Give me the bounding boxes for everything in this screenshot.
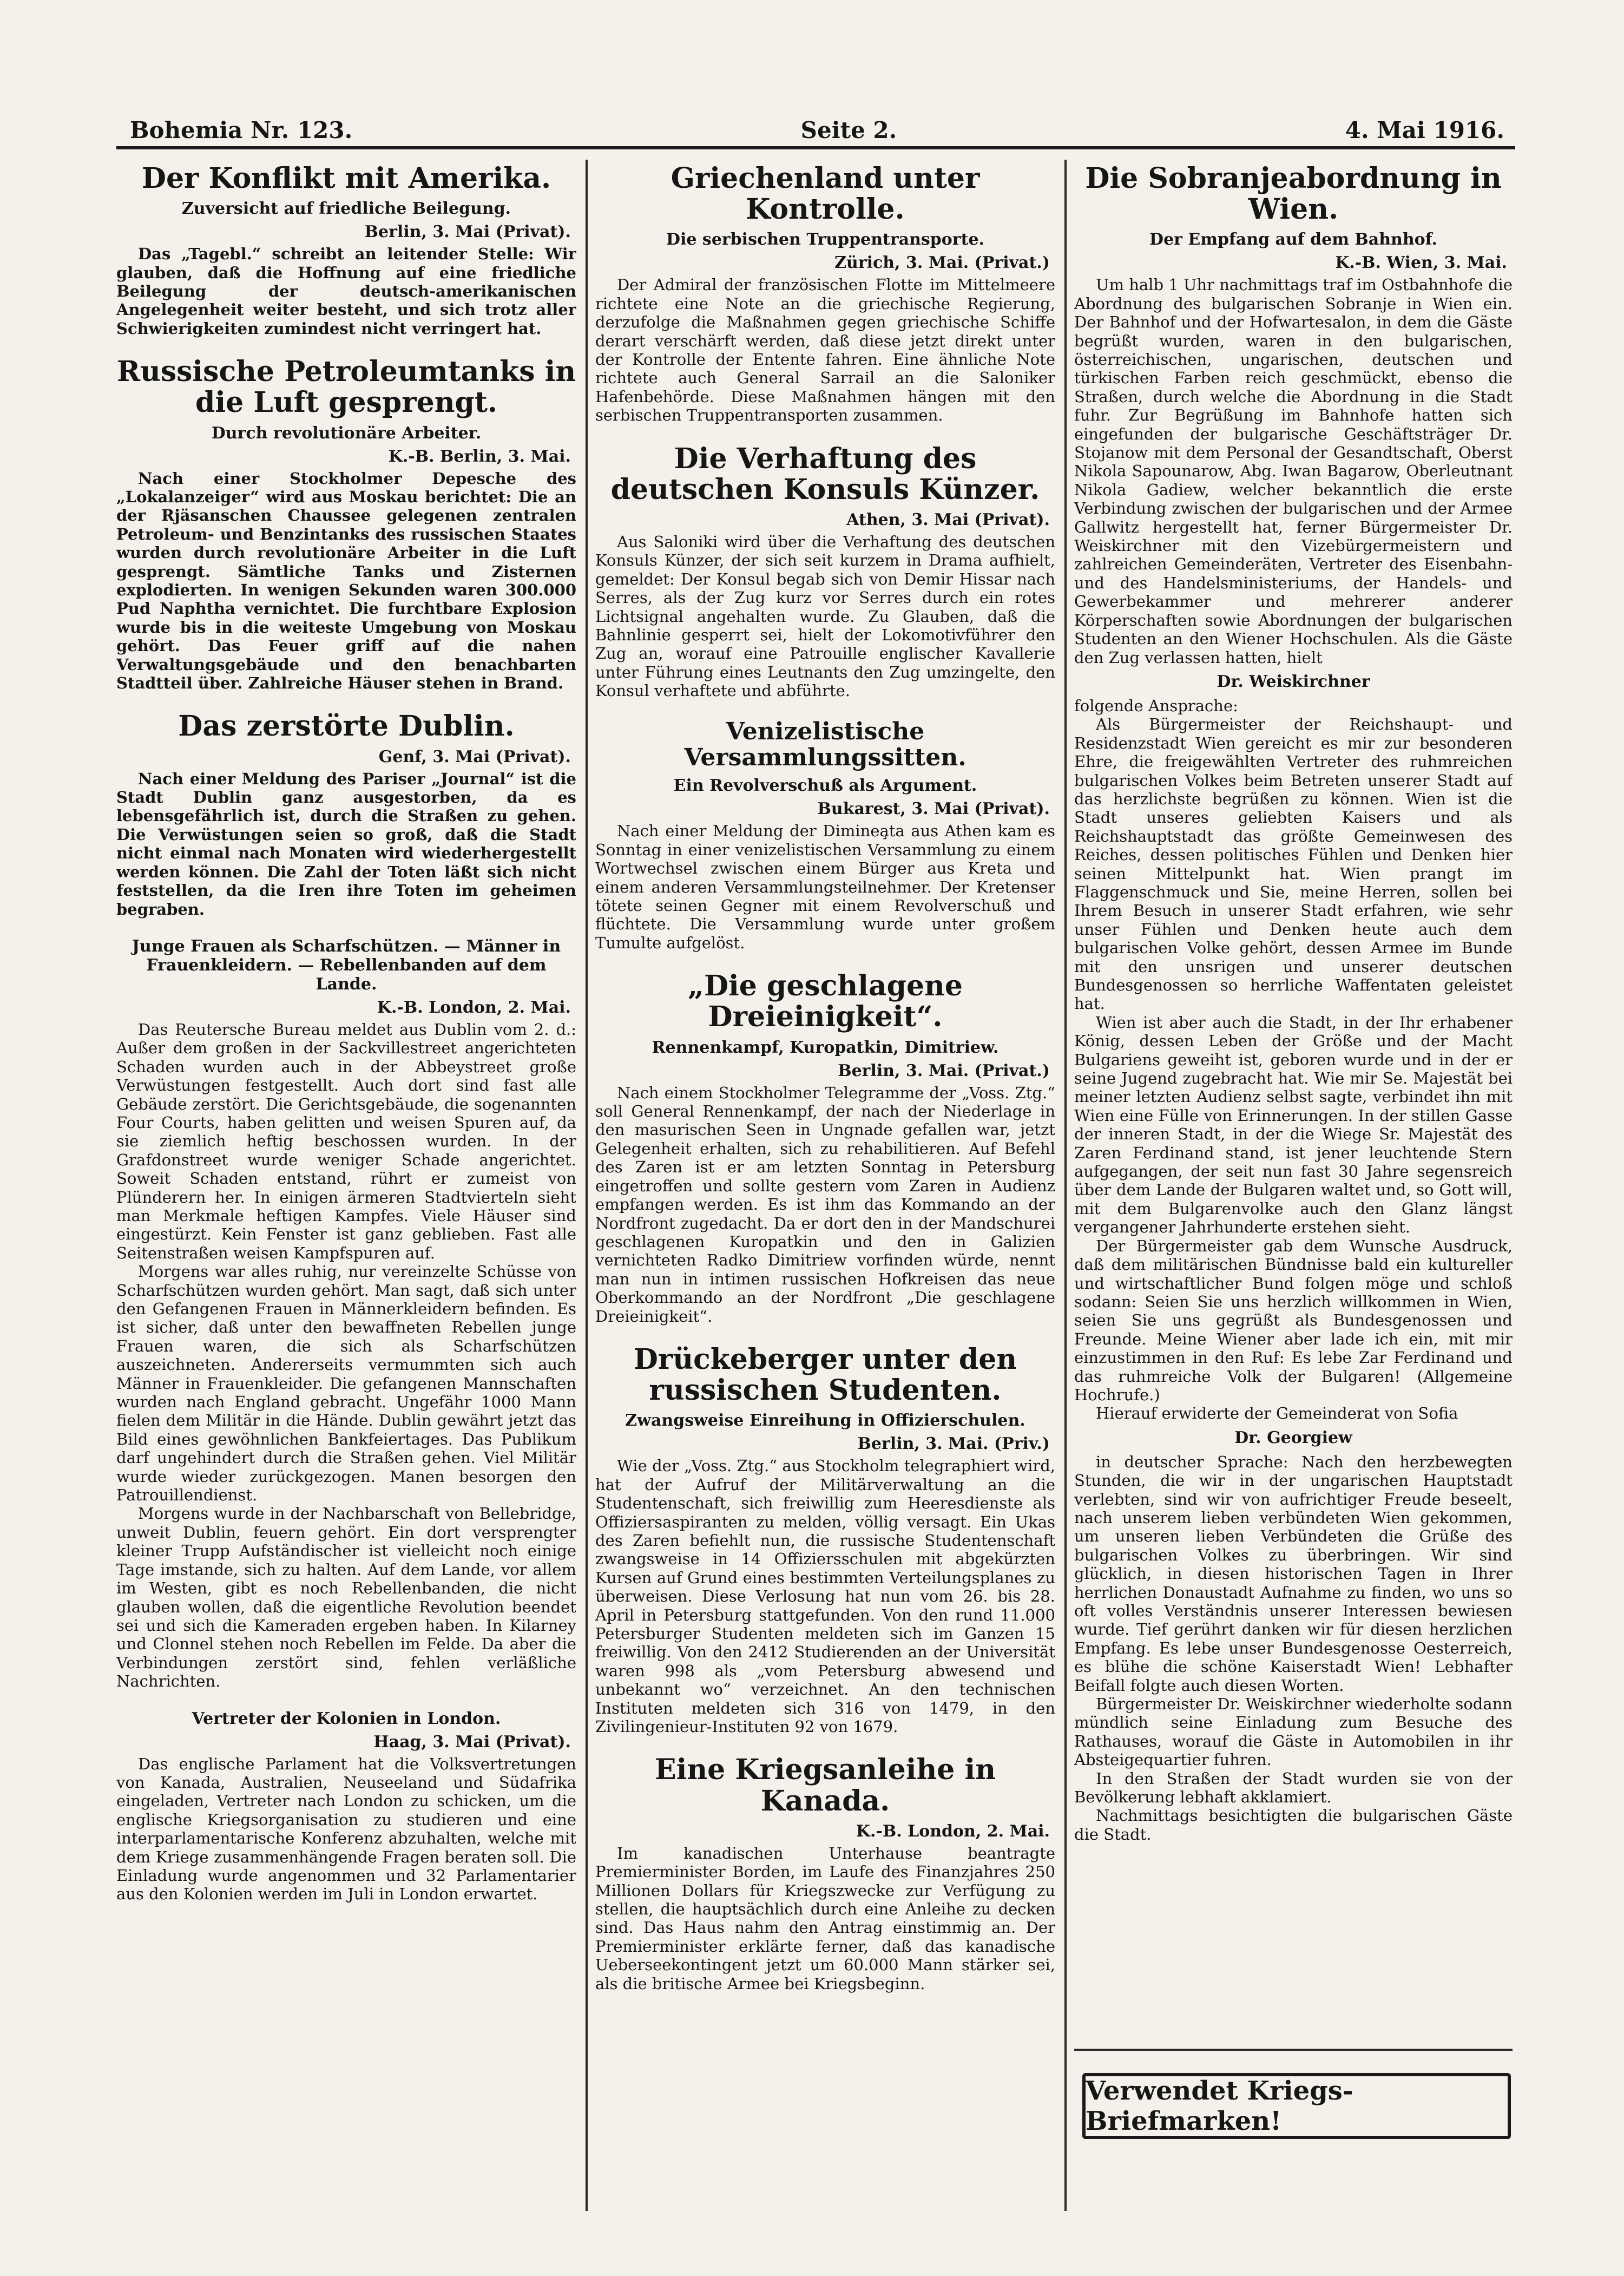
- article-venizelisten: [595, 719, 1055, 953]
- dateline: K.-B. Wien, 3. Mai.: [1335, 253, 1507, 273]
- speech-paragraph: Nachmittags besichtigten die bulgarischen Gäste die Stadt.: [1074, 1806, 1513, 1844]
- headline: Venizelistische Versammlungssitten.: [684, 717, 966, 772]
- headline: Der Konflikt mit Amerika.: [141, 162, 551, 195]
- article-body: Nach einer Stockholmer Depesche des „Lokalanzeiger“ wird aus Moskau berichtet: Die an der Rjäsanschen Chaussee gelegenen zentralen Petroleum- und Benzintanks des russischen Staates wurden durch revolutionäre Arbeiter in die Luft gesprengt. Sämtliche Tanks und Zisternen explodierten. In wenigen Sekunden waren 300.000 Pud Naphtha vernichtet. Die furchtbare Explosion wurde bis in die weiteste Umgebung von Moskau gehört. Das Feuer griff auf die nahen Verwaltungsgebäude und den benachbarten Stadtteil über. Zahlreiche Häuser stehen in Brand.: [116, 469, 576, 693]
- masthead: [130, 108, 1504, 152]
- article-dublin: [116, 711, 576, 918]
- subhead: Zuversicht auf friedliche Beilegung.: [181, 199, 511, 219]
- dateline: Haag, 3. Mai (Privat).: [373, 1732, 571, 1752]
- article-body: Nach einem Stockholmer Telegramme der „Voss. Ztg.“ soll General Rennenkampf, der nach der Niederlage in den masurischen Seen in Ungnade gefallen war, jetzt Gelegenheit erhalten, sich zu rehabilitieren. Auf Befehl des Zaren ist er am letzten Sonntag in Petersburg eingetroffen und sollte gestern vom Zaren in Audienz empfangen werden. Es ist ihm das Kommando an der Nordfront zugedacht. Da er dort den in der Mandschurei geschlagenen Kuropatkin und den in Galizien vernichteten Radko Dimitriew vorfinden würde, nennt man nun in intimen russischen Hofkreisen das neue Oberkommando an der Nordfront „Die geschlagene Dreieinigkeit“.: [595, 1083, 1055, 1326]
- article-body: Nach einer Meldung des Pariser „Journal“ ist die Stadt Dublin ganz ausgestorben, da es lebensgefährlich ist, durch die Straßen zu gehen. Die Verwüstungen seien so groß, daß die Stadt nicht einmal nach Monaten wird wiederhergestellt werden können. Die Zahl der Toten läßt sich nicht feststellen, da die Iren ihre Toten im geheimen begraben.: [116, 769, 576, 919]
- dateline: Athen, 3. Mai (Privat).: [846, 510, 1050, 529]
- dateline: Genf, 3. Mai (Privat).: [378, 747, 571, 766]
- speech-paragraph: In den Straßen der Stadt wurden sie von der Bevölkerung lebhaft akklamiert.: [1074, 1769, 1513, 1807]
- masthead-rule: [116, 146, 1515, 149]
- dateline: Bukarest, 3. Mai (Privat).: [817, 799, 1050, 819]
- article-verhaftung-konsul: [595, 443, 1055, 700]
- subhead: Die serbischen Truppentransporte.: [666, 230, 984, 250]
- column-2: [595, 160, 1055, 2211]
- article-body: Im kanadischen Unterhause beantragte Premierminister Borden, im Laufe des Finanzjahres 250 Millionen Dollars für Kriegszwecke zur Verfügung zu stellen, die hauptsächlich durch eine Anleihe zu decken sind. Das Haus nahm den Antrag einstimmig an. Der Premierminister erklärte ferner, daß das kanadische Ueberseekontingent jetzt um 60.000 Mann stärker sei, als die britische Armee bei Kriegsbeginn.: [595, 1844, 1055, 1993]
- speaker-name: Dr. Weiskirchner: [1217, 672, 1370, 691]
- column-1: [116, 160, 576, 2211]
- article-body: Der Admiral der französischen Flotte im Mittelmeere richtete eine Note an die griechische Regierung, derzufolge die Maßnahmen gegen griechische Schiffe derart verschärft werden, daß diese jetzt direkt unter der Kontrolle der Entente fahren. Eine ähnliche Note richtete auch General Sarrail an die Saloniker Hafenbehörde. Diese Maßnahmen hängen mit den serbischen Truppentransporten zusammen.: [595, 276, 1055, 425]
- speech-paragraph: Bürgermeister Dr. Weiskirchner wiederholte sodann mündlich seine Einladung zum Besuche des Rathauses, worauf die Gäste in Automobilen in ihr Absteigequartier fuhren.: [1074, 1695, 1513, 1769]
- article-body: Aus Saloniki wird über die Verhaftung des deutschen Konsuls Künzer, der sich seit kurzem in Drama aufhielt, gemeldet: Der Konsul begab sich von Demir Hissar nach Serres, als der Zug kurz vor Serres durch ein rotes Lichtsignal angehalten wurde. Zu Glauben, daß die Bahnlinie gesperrt sei, hielt der Lokomotivführer den Zug an, worauf eine Patrouille englischer Kavallerie unter Führung eines Leutnants den Zug umzingelte, den Konsul verhaftete und abführte.: [595, 533, 1055, 700]
- subhead: Junge Frauen als Scharfschützen. — Männer in Frauenkleidern. — Rebellenbanden auf dem Lande.: [132, 936, 561, 994]
- article-body: Nach einer Meldung der Diminea̧ta aus Athen kam es Sonntag in einer venizelistischen Versammlung zu einem Wortwechsel zwischen einem Bürger aus Kreta und einem anderen Versammlungsteilnehmer. Der Kretenser tötete seinen Gegner mit einem Revolverschuß und flüchtete. Die Versammlung wurde unter großem Tumulte aufgelöst.: [595, 822, 1055, 952]
- subhead: Ein Revolverschuß als Argument.: [673, 776, 977, 796]
- speaker-name: Dr. Georgiew: [1234, 1428, 1352, 1447]
- dateline: Berlin, 3. Mai (Privat).: [364, 222, 571, 242]
- article-petroleumtanks: [116, 356, 576, 692]
- headline: „Die geschlagene Dreieinigkeit“.: [688, 969, 963, 1034]
- article-kolonien: [116, 1709, 576, 1904]
- headline: Das zerstörte Dublin.: [178, 710, 515, 743]
- article-body: Morgens war alles ruhig, nur vereinzelte Schüsse von Scharfschützen wurden gehört. Man sagt, daß sich unter den Gefangenen Frauen in Männerkleidern befinden. Es ist sicher, daß unter den bewaffneten Rebellen junge Frauen waren, die sich als Scharfschützen auszeichneten. Andererseits vermummten sich auch Männer in Frauenkleider. Die gefangenen Mannschaften wurden nach England gebracht. Ungefähr 1000 Mann fielen dem Militär in die Hände. Dublin gewährt jetzt das Bild eines gewöhnlichen Bankfeiertages. Das Publikum darf ungehindert durch die Straßen gehen. Viel Militär wurde wieder zurückgezogen. Manen besorgen den Patrouillendienst.: [116, 1262, 576, 1505]
- headline: Eine Kriegsanleihe in Kanada.: [654, 1753, 996, 1818]
- article-body: Um halb 1 Uhr nachmittags traf im Ostbahnhofe die Abordnung des bulgarischen Sobranje in Wien ein. Der Bahnhof und der Hofwartesalon, in dem die Gäste begrüßt wurden, waren in den bulgarischen, österreichischen, ungarischen, deutschen und türkischen Farben reich geschmückt, ebenso die Straßen, durch welche die Abordnung in die Stadt fuhr. Zur Begrüßung im Bahnhofe hatten sich eingefunden der bulgarische Geschäftsträger Dr. Stojanow mit dem Personal der Gesandtschaft, Oberst Nikola Sapounarow, Abg. Iwan Bagarow, Oberleutnant Nikola Gadiew, welcher bekanntlich die erste Verbindung zwischen der bulgarischen und der Armee Gallwitz hergestellt hat, ferner Bürgermeister Dr. Weiskirchner mit den Vizebürgermeistern und zahlreichen Gemeinderäten, Vertreter des Eisenbahn- und des Handelsministeriums, der Handels- und Gewerbekammer und mehrerer anderer Körperschaften sowie Abordnungen der bulgarischen Studenten an den Wiener Hochschulen. Als die Gäste den Zug verlassen hatten, hielt: [1074, 276, 1513, 667]
- subhead: Der Empfang auf dem Bahnhof.: [1149, 230, 1437, 250]
- article-body: Wie der „Voss. Ztg.“ aus Stockholm telegraphiert wird, hat der Aufruf der Militärverwaltung an die Studentenschaft, sich freiwillig zum Heeresdienste als Offiziersaspiranten zu melden, völlig versagt. Ein Ukas des Zaren befiehlt nun, die russische Studentenschaft zwangsweise in 14 Offiziersschulen mit abgekürzten Kursen auf Grund eines bestimmten Verteilungsplanes zu überweisen. Diese Verlosung hat nun vom 26. bis 28. April in Petersburg stattgefunden. Von den rund 11.000 Petersburger Studenten meldeten sich im Ganzen 15 freiwillig. Von den 2412 Studierenden an der Universität waren 998 als „vom Petersburg abwesend und unbekannt wo“ verzeichnet. An den technischen Instituten meldeten sich 316 von 1479, in den Zivilingenieur-Instituten 92 von 1679.: [595, 1457, 1055, 1736]
- column-divider-1: [586, 160, 588, 2211]
- headline: Griechenland unter Kontrolle.: [670, 162, 980, 226]
- subhead: Zwangsweise Einreihung in Offizierschulen.: [625, 1411, 1025, 1431]
- speech-paragraph: Der Bürgermeister gab dem Wunsche Ausdruck, daß dem militärischen Bündnisse bald ein kultureller und wirtschaftlicher Bund folgen möge und schloß sodann: Seien Sie uns herzlich willkommen in Wien, seien Sie uns gegrüßt als Bundesgenossen und Freunde. Meine Wiener aber lade ich ein, mit mir einzustimmen in den Ruf: Es lebe Zar Ferdinand und das ruhmreiche Volk der Bulgaren! (Allgemeine Hochrufe.): [1074, 1236, 1513, 1404]
- headline: Drückeberger unter den russischen Studenten.: [633, 1342, 1017, 1407]
- advertisement-box: Verwendet Kriegs-Briefmarken!: [1082, 2073, 1511, 2139]
- article-body: Das englische Parlament hat die Volksvertretungen von Kanada, Australien, Neuseeland und Südafrika eingeladen, Vertreter nach London zu schicken, um die englische Kriegsorganisation zu studieren und eine interparlamentarische Konferenz abzuhalten, welche mit dem Kriege zusammenhängende Fragen beraten soll. Die Einladung wurde angenommen und 32 Parlamentarier aus den Kolonien werden im Juli in London erwartet.: [116, 1754, 576, 1904]
- article-kriegsanleihe-kanada: [595, 1754, 1055, 1993]
- speech-paragraph: Wien ist aber auch die Stadt, in der Ihr erhabener König, dessen Leben der Größe und der Macht Bulgariens geweiht ist, geboren wurde und in der er seine Jugend zugebracht hat. Wie mir Se. Majestät bei meiner letzten Audienz selbst sagte, verbindet ihn mit Wien eine Fülle von Erinnerungen. In der stillen Gasse der inneren Stadt, in der die Wiege Sr. Majestät des Zaren Ferdinand stand, ist jener leuchtende Stern aufgegangen, der seit nun fast 30 Jahre segensreich über dem Lande der Bulgaren waltet und, so Gott will, mit dem Bulgarenvolke auch den Glanz längst vergangener Jahrhunderte erstehen sieht.: [1074, 1013, 1513, 1237]
- article-dreieinigkeit: [595, 970, 1055, 1326]
- dateline: K.-B. London, 2. Mai.: [377, 998, 571, 1017]
- column-divider-2: [1064, 160, 1067, 2211]
- masthead-center: Seite 2.: [800, 116, 897, 143]
- speech-intro: folgende Ansprache:: [1074, 696, 1238, 715]
- article-body: Das „Tagebl.“ schreibt an leitender Stelle: Wir glauben, daß die Hoffnung auf eine friedliche Beilegung der deutsch-amerikanischen Angelegenheit weiter besteht, und sich trotz aller Schwierigkeiten zumindest nicht verringert hat.: [116, 245, 576, 338]
- dateline: K.-B. London, 2. Mai.: [856, 1821, 1050, 1841]
- article-drueckeberger: [595, 1344, 1055, 1736]
- dateline: K.-B. Berlin, 3. Mai.: [388, 447, 571, 466]
- headline: Die Sobranjeabordnung in Wien.: [1085, 162, 1502, 226]
- article-griechenland: [595, 163, 1055, 425]
- masthead-left: Bohemia Nr. 123.: [130, 116, 353, 143]
- article-sobranjeabordnung: [1074, 163, 1513, 1844]
- headline: Russische Petroleumtanks in die Luft gesprengt.: [116, 355, 576, 419]
- article-body: Morgens wurde in der Nachbarschaft von Bellebridge, unweit Dublin, feuern gehört. Ein dort versprengter kleiner Trupp Aufständischer ist vielleicht noch einige Tage imstande, sich zu halten. Auf dem Lande, vor allem im Westen, gibt es noch Rebellenbanden, die nicht glauben wollen, daß die eigentliche Revolution beendet sei und sich die Kameraden ergeben haben. In Kilarney und Clonnel stehen noch Rebellen im Felde. Da aber die Verbindungen zerstört sind, fehlen verläßliche Nachrichten.: [116, 1504, 576, 1691]
- column-3: [1074, 160, 1513, 2043]
- dateline: Berlin, 3. Mai. (Privat.): [838, 1061, 1050, 1080]
- dateline: Zürich, 3. Mai. (Privat.): [834, 253, 1050, 273]
- speech-paragraph: Als Bürgermeister der Reichshaupt- und Residenzstadt Wien gereicht es mir zur besonderen Ehre, die freigewählten Vertreter des ruhmreichen bulgarischen Volkes beim Betreten unserer Stadt auf das herzlichste begrüßen zu können. Wien ist die Stadt unseres geliebten Kaisers und als Reichshauptstadt das größte Gemeinwesen des Reiches, dessen politisches Fühlen und Denken hier seinen Mittelpunkt hat. Wien prangt im Flaggenschmuck und Sie, meine Herren, sollen bei Ihrem Besuch in unserer Stadt erfahren, wie sehr unser Fühlen und Denken heute auch dem bulgarischen Volke gehört, dessen Armee im Bunde mit den unsrigen und unserer deutschen Bundesgenossen so herrliche Waffentaten geleistet hat.: [1074, 715, 1513, 1013]
- ad-separator-rule: [1074, 2049, 1513, 2051]
- speech-paragraph: in deutscher Sprache: Nach den herzbewegten Stunden, die wir in der ungarischen Hauptstadt verlebten, sind wir von aufrichtiger Freude beseelt, nach unserem lieben verbündeten Wien gekommen, um unseren lieben Verbündeten die Grüße des bulgarischen Volkes zu überbringen. Wir sind glücklich, in diesen historischen Tagen in Ihrer herrlichen Donaustadt Aufnahme zu finden, wo uns so oft volles Verständnis unserer Interessen bewiesen wurde. Tief gerührt danken wir für diesen herzlichen Empfang. Es lebe unser Bundesgenosse Oesterreich, es blühe die schöne Kaiserstadt Wien! Lebhafter Beifall folgte auch diesen Worten.: [1074, 1452, 1513, 1695]
- article-scharfschuetzen: [116, 937, 576, 1691]
- subhead: Durch revolutionäre Arbeiter.: [211, 423, 482, 443]
- article-body: Das Reutersche Bureau meldet aus Dublin vom 2. d.: Außer dem großen in der Sackvillestreet angerichteten Schaden wurden auch in der Abbeystreet große Verwüstungen festgestellt. Auch dort sind fast alle Gebäude zerstört. Die Gerichtsgebäude, die sogenannten Four Courts, haben gelitten und weisen Spuren auf, da sie ziemlich heftig beschossen wurden. In der Grafdonstreet wurde weniger Schade angerichtet. Soweit Schaden entstand, rührt er zumeist von Plünderern her. In einigen ärmeren Stadtvierteln sieht man Merkmale heftigen Kampfes. Viele Häuser sind eingestürzt. Kein Fenster ist ganz geblieben. Fast alle Seitenstraßen weisen Kampfspuren auf.: [116, 1020, 576, 1262]
- masthead-right: 4. Mai 1916.: [1345, 116, 1504, 143]
- headline: Die Verhaftung des deutschen Konsuls Künzer.: [610, 442, 1040, 506]
- article-konflikt-amerika: [116, 163, 576, 338]
- subhead: Vertreter der Kolonien in London.: [192, 1709, 501, 1728]
- reply-intro: Hierauf erwiderte der Gemeinderat von Sofia: [1096, 1404, 1458, 1423]
- subhead: Rennenkampf, Kuropatkin, Dimitriew.: [652, 1038, 999, 1057]
- dateline: Berlin, 3. Mai. (Priv.): [857, 1434, 1050, 1454]
